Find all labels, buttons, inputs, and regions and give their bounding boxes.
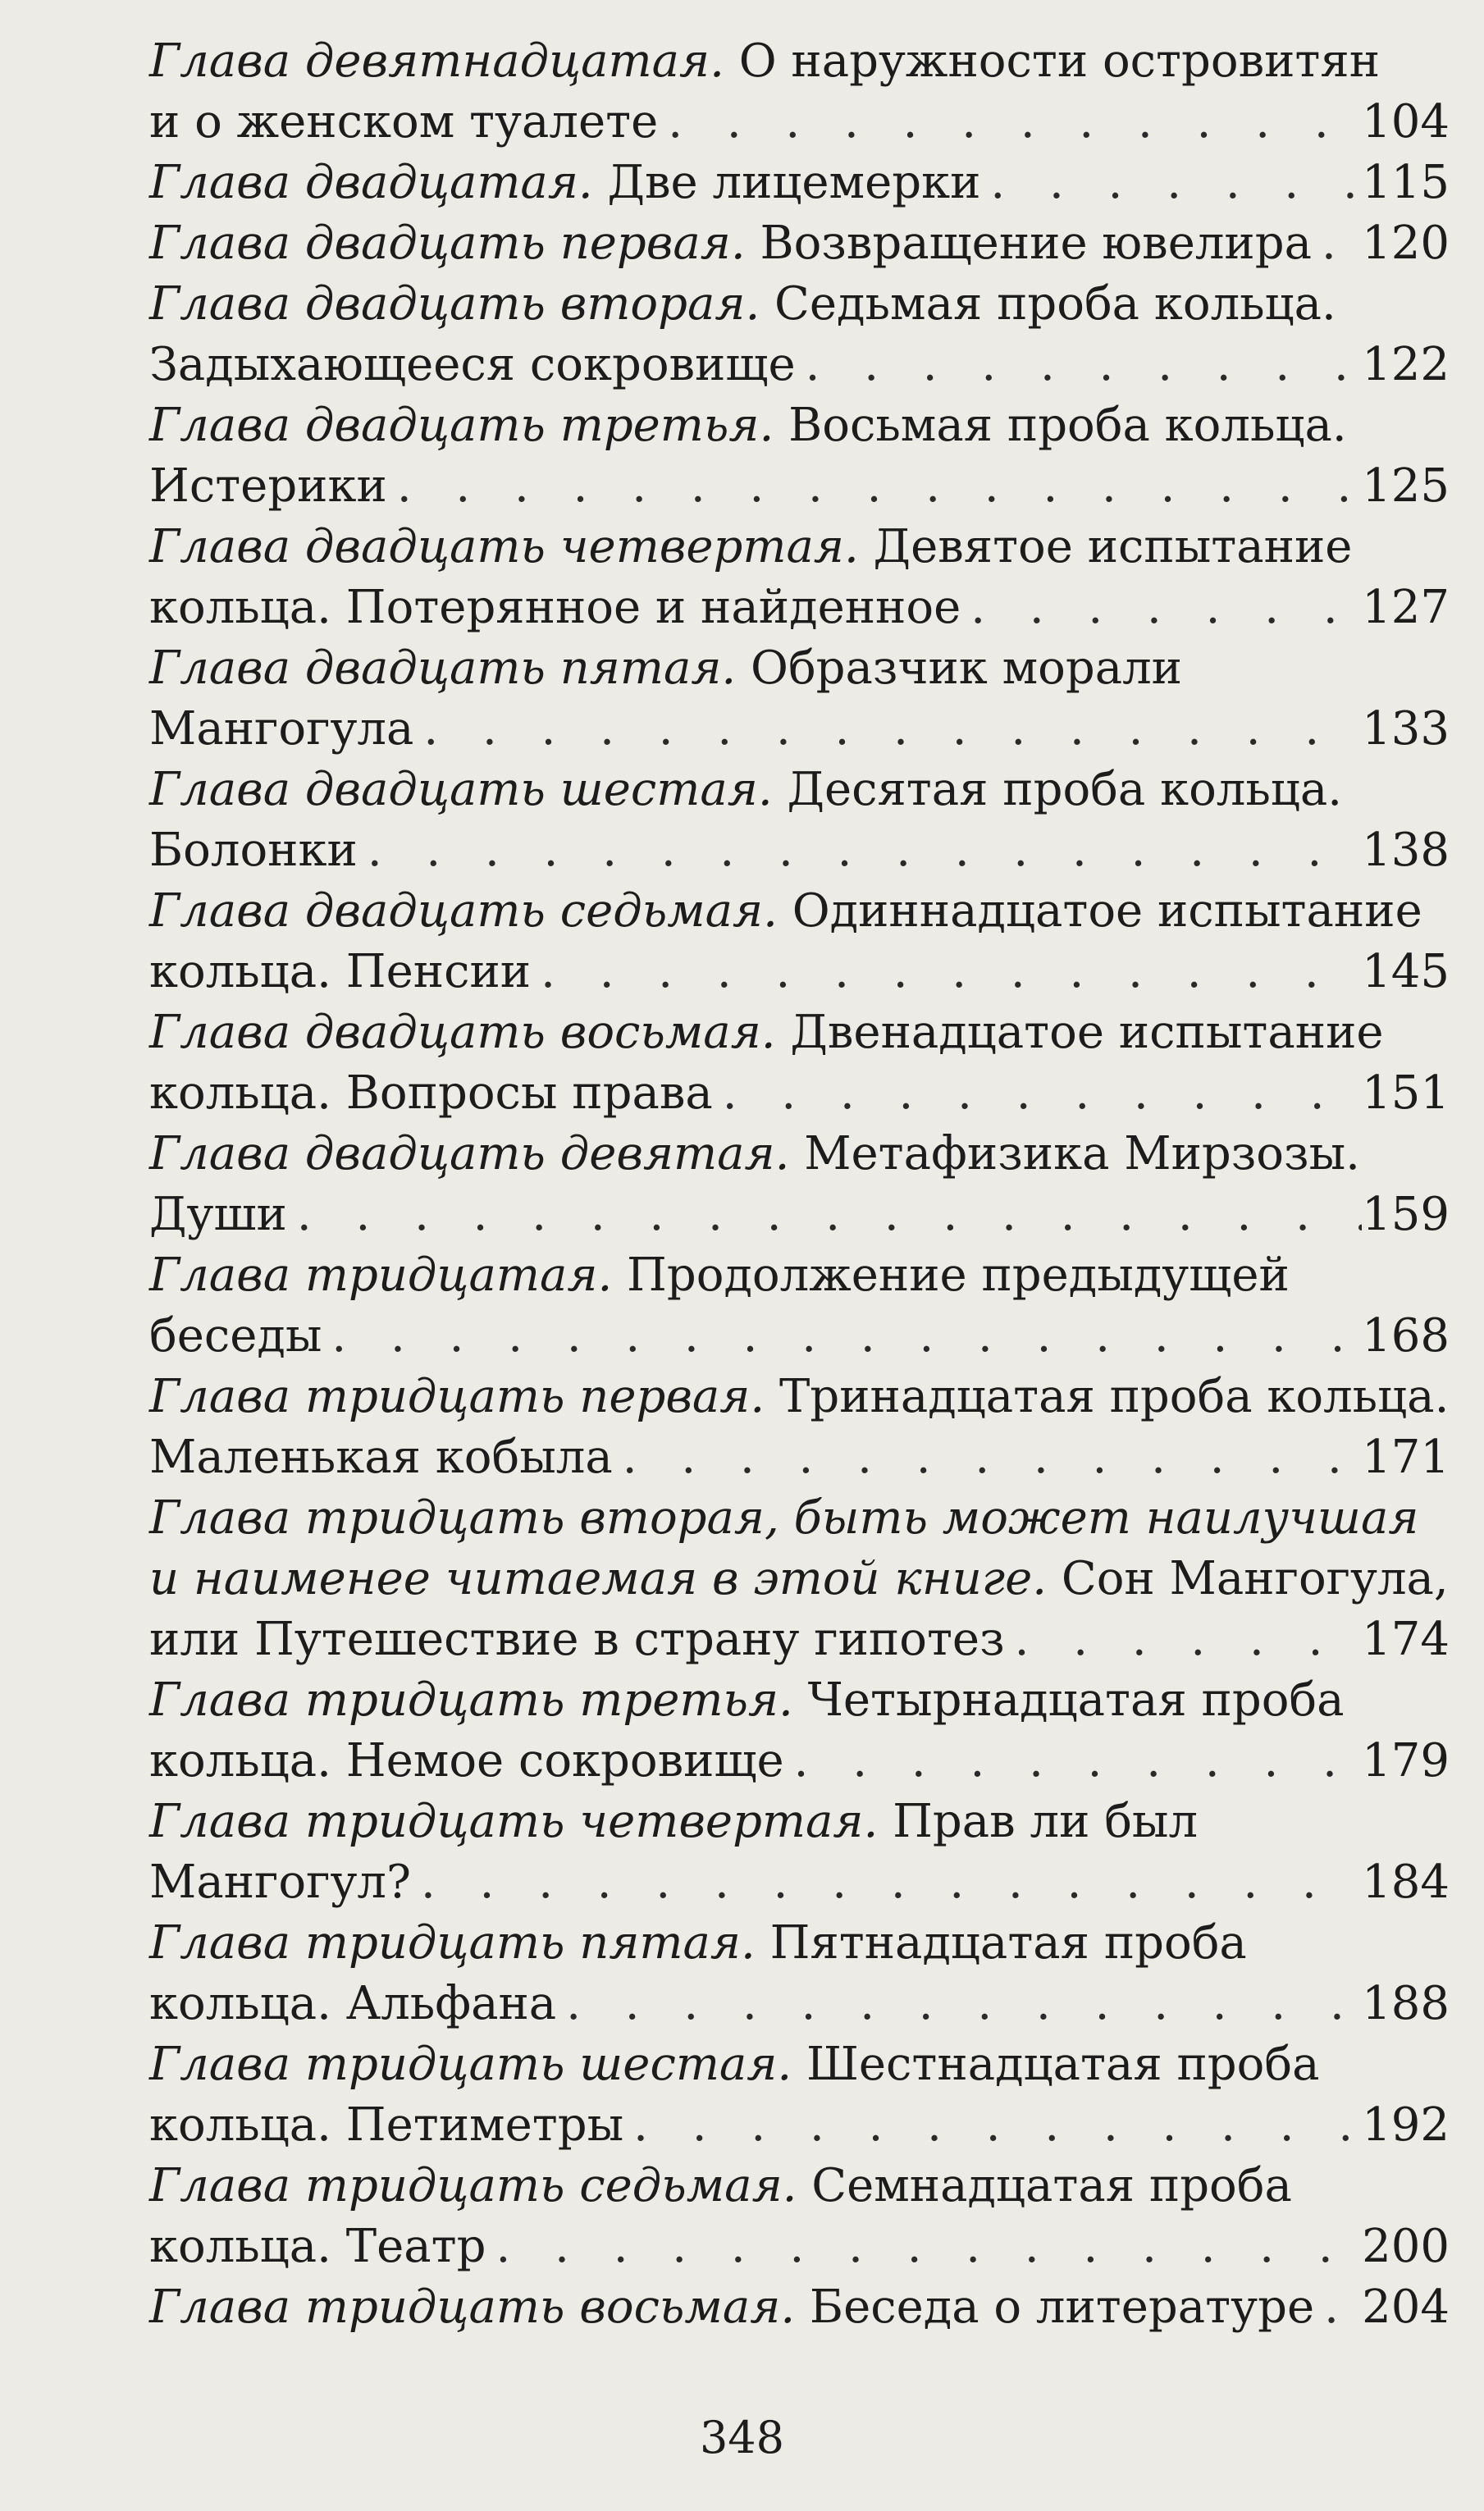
chapter-heading: Глава девятнадцатая. (149, 34, 724, 88)
page-ref: 115 (1362, 156, 1450, 209)
chapter-heading: Глава тридцать пятая. (149, 1916, 756, 1970)
toc-entry (149, 213, 1450, 274)
chapter-title-end: Болонки (149, 824, 358, 877)
chapter-heading: Глава тридцать первая. (149, 1370, 765, 1423)
entry-first-line (149, 1367, 1450, 1427)
entry-first-line (149, 395, 1450, 456)
chapter-heading: Глава двадцать третья. (149, 399, 774, 452)
entry-first-line (149, 274, 1450, 335)
chapter-title-end: Души (149, 1188, 287, 1241)
toc-entry (149, 1670, 1450, 1792)
dot-leader (613, 1427, 1362, 1488)
toc-entry (149, 1488, 1450, 1670)
chapter-title-end (149, 2277, 1314, 2338)
chapter-heading: Глава двадцать шестая. (149, 763, 773, 816)
entry-last-line (149, 2277, 1450, 2338)
chapter-title-end: Маленькая кобыла (149, 1431, 613, 1484)
page-ref: 125 (1362, 459, 1450, 513)
chapter-title-end: и о женском туалете (149, 95, 659, 148)
dot-leader (358, 820, 1362, 881)
dot-leader (784, 1731, 1362, 1792)
page-ref: 151 (1362, 1066, 1450, 1120)
entry-last-line (149, 1609, 1450, 1670)
chapter-heading: Глава тридцать шестая. (149, 2038, 792, 2091)
dot-leader (1005, 1609, 1362, 1670)
page-ref: 120 (1362, 217, 1450, 270)
toc-entry (149, 2034, 1450, 2156)
entry-first-line (149, 1792, 1450, 1852)
table-of-contents (149, 31, 1450, 2338)
chapter-title-end: кольца. Пенсии (149, 945, 532, 998)
toc-entry (149, 153, 1450, 213)
dot-leader (486, 2217, 1362, 2277)
chapter-title-end: кольца. Петиметры (149, 2098, 624, 2152)
entry-last-line (149, 153, 1450, 213)
toc-entry (149, 2277, 1450, 2338)
chapter-title: Сон Мангогула, (1047, 1552, 1449, 1605)
dot-leader (322, 1306, 1362, 1367)
page-ref: 122 (1362, 338, 1450, 391)
chapter-heading: Глава двадцатая. (149, 156, 593, 209)
toc-entry (149, 1367, 1450, 1488)
chapter-heading: Глава тридцать вторая, быть может наилучшая (149, 1491, 1419, 1545)
chapter-heading-cont: и наименее читаемая в этой книге. (149, 1552, 1048, 1605)
chapter-heading: Глава тридцать седьмая. (149, 2159, 797, 2212)
chapter-heading: Глава двадцать девятая. (149, 1127, 790, 1180)
page-ref: 133 (1362, 702, 1450, 756)
page-ref: 159 (1362, 1188, 1450, 1241)
toc-entry (149, 31, 1450, 153)
chapter-title: Одиннадцатое испытание (777, 884, 1422, 938)
chapter-title: Метафизика Мирзозы. (789, 1127, 1360, 1180)
entry-second-line (149, 1549, 1450, 1609)
dot-leader (287, 1185, 1362, 1245)
entry-first-line (149, 1245, 1450, 1306)
entry-last-line (149, 699, 1450, 760)
chapter-title: Тринадцатая проба кольца. (765, 1370, 1450, 1423)
page-ref: 145 (1362, 945, 1450, 998)
toc-entry (149, 1245, 1450, 1367)
toc-entry (149, 517, 1450, 638)
chapter-heading: Глава тридцать восьмая. (149, 2280, 796, 2334)
entry-first-line (149, 2156, 1450, 2217)
chapter-heading: Глава тридцать третья. (149, 1673, 793, 1727)
page-number: 348 (699, 2412, 785, 2463)
page-ref: 204 (1362, 2280, 1450, 2334)
entry-last-line (149, 1063, 1450, 1124)
chapter-title-end: Мангогул? (149, 1856, 411, 1909)
chapter-title-end: кольца. Немое сокровище (149, 1734, 784, 1787)
entry-last-line (149, 1185, 1450, 1245)
dot-leader (623, 2095, 1362, 2156)
page-ref: 192 (1362, 2098, 1450, 2152)
chapter-title: Продолжение предыдущей (612, 1249, 1290, 1302)
entry-last-line (149, 456, 1450, 517)
entry-last-line (149, 1306, 1450, 1367)
entry-first-line (149, 1670, 1450, 1731)
chapter-heading: Глава двадцать вторая. (149, 277, 760, 331)
dot-leader (658, 92, 1362, 153)
dot-leader (531, 942, 1362, 1002)
chapter-title-end: Задыхающееся сокровище (149, 338, 796, 391)
page-ref: 168 (1362, 1309, 1450, 1363)
chapter-heading: Глава двадцать восьмая. (149, 1006, 776, 1059)
chapter-title: Восьмая проба кольца. (774, 399, 1347, 452)
entry-first-line (149, 760, 1450, 820)
chapter-title-end: беседы (149, 1309, 322, 1363)
chapter-title-end: кольца. Потерянное и найденное (149, 581, 961, 634)
chapter-heading: Глава двадцать седьмая. (149, 884, 778, 938)
toc-entry (149, 1913, 1450, 2034)
entry-last-line (149, 2217, 1450, 2277)
chapter-title-end: Мангогула (149, 702, 414, 756)
entry-last-line (149, 1974, 1450, 2034)
chapter-title: Образчик морали (736, 641, 1182, 695)
chapter-title: Четырнадцатая проба (792, 1673, 1345, 1727)
toc-entry (149, 1124, 1450, 1245)
chapter-title-end: кольца. Театр (149, 2220, 486, 2273)
toc-entry (149, 274, 1450, 395)
page-ref: 184 (1362, 1856, 1450, 1909)
dot-leader (713, 1063, 1362, 1124)
dot-leader (556, 1974, 1362, 2034)
chapter-title-end: кольца. Альфана (149, 1977, 557, 2030)
chapter-title-end: или Путешествие в страну гипотез (149, 1613, 1005, 1666)
toc-entry (149, 760, 1450, 881)
dot-leader (1314, 2277, 1362, 2338)
entry-last-line (149, 1427, 1450, 1488)
chapter-title-end: Глава двадцать первая. Возвращение ювелира (149, 217, 1312, 270)
toc-entry (149, 1792, 1450, 1913)
chapter-title: О наружности островитян (724, 34, 1381, 88)
page-ref: 200 (1362, 2220, 1450, 2273)
toc-entry (149, 638, 1450, 760)
page-ref: 104 (1362, 95, 1450, 148)
chapter-title: Десятая проба кольца. (772, 763, 1343, 816)
chapter-title: Пятнадцатая проба (755, 1916, 1247, 1970)
entry-first-line (149, 881, 1450, 942)
entry-last-line (149, 942, 1450, 1002)
page-ref: 174 (1362, 1613, 1450, 1666)
dot-leader (796, 335, 1363, 395)
chapter-heading: Глава тридцать четвертая. (149, 1795, 879, 1848)
chapter-title-end: кольца. Вопросы права (149, 1066, 713, 1120)
entry-first-line (149, 1124, 1450, 1185)
chapter-title-end: Глава двадцатая. Две лицемерки (149, 156, 981, 209)
entry-last-line (149, 2095, 1450, 2156)
entry-last-line (149, 335, 1450, 395)
entry-last-line (149, 213, 1450, 274)
page-ref: 171 (1362, 1431, 1450, 1484)
chapter-title: Беседа о литературе (795, 2280, 1315, 2334)
dot-leader (980, 153, 1362, 213)
toc-entry (149, 881, 1450, 1002)
entry-last-line (149, 1852, 1450, 1913)
chapter-heading: Глава двадцать первая. (149, 217, 746, 270)
dot-leader (411, 1852, 1362, 1913)
chapter-title: Прав ли был (878, 1795, 1199, 1848)
page-ref: 127 (1362, 581, 1450, 634)
entry-first-line (149, 1488, 1450, 1549)
dot-leader (387, 456, 1362, 517)
entry-first-line (149, 2034, 1450, 2095)
entry-last-line (149, 92, 1450, 153)
entry-first-line (149, 31, 1450, 92)
dot-leader (1312, 213, 1362, 274)
chapter-title: Шестнадцатая проба (792, 2038, 1320, 2091)
chapter-heading: Глава двадцать пятая. (149, 641, 737, 695)
toc-entry (149, 2156, 1450, 2277)
chapter-title: Седьмая проба кольца. (760, 277, 1336, 331)
page-ref: 138 (1362, 824, 1450, 877)
page-ref: 188 (1362, 1977, 1450, 2030)
chapter-title: Девятое испытание (858, 520, 1353, 573)
entry-first-line (149, 638, 1450, 699)
page-ref: 179 (1362, 1734, 1450, 1787)
entry-first-line (149, 517, 1450, 578)
chapter-title: Семнадцатая проба (797, 2159, 1292, 2212)
chapter-heading: Глава двадцать четвертая. (149, 520, 859, 573)
entry-first-line (149, 1002, 1450, 1063)
chapter-title: Двенадцатое испытание (775, 1006, 1384, 1059)
entry-last-line (149, 578, 1450, 638)
chapter-heading: Глава тридцатая. (149, 1249, 613, 1302)
toc-entry (149, 395, 1450, 517)
entry-last-line (149, 1731, 1450, 1792)
toc-entry (149, 1002, 1450, 1124)
entry-first-line (149, 1913, 1450, 1974)
chapter-title-end: Истерики (149, 459, 387, 513)
dot-leader (413, 699, 1362, 760)
entry-last-line (149, 820, 1450, 881)
dot-leader (961, 578, 1362, 638)
